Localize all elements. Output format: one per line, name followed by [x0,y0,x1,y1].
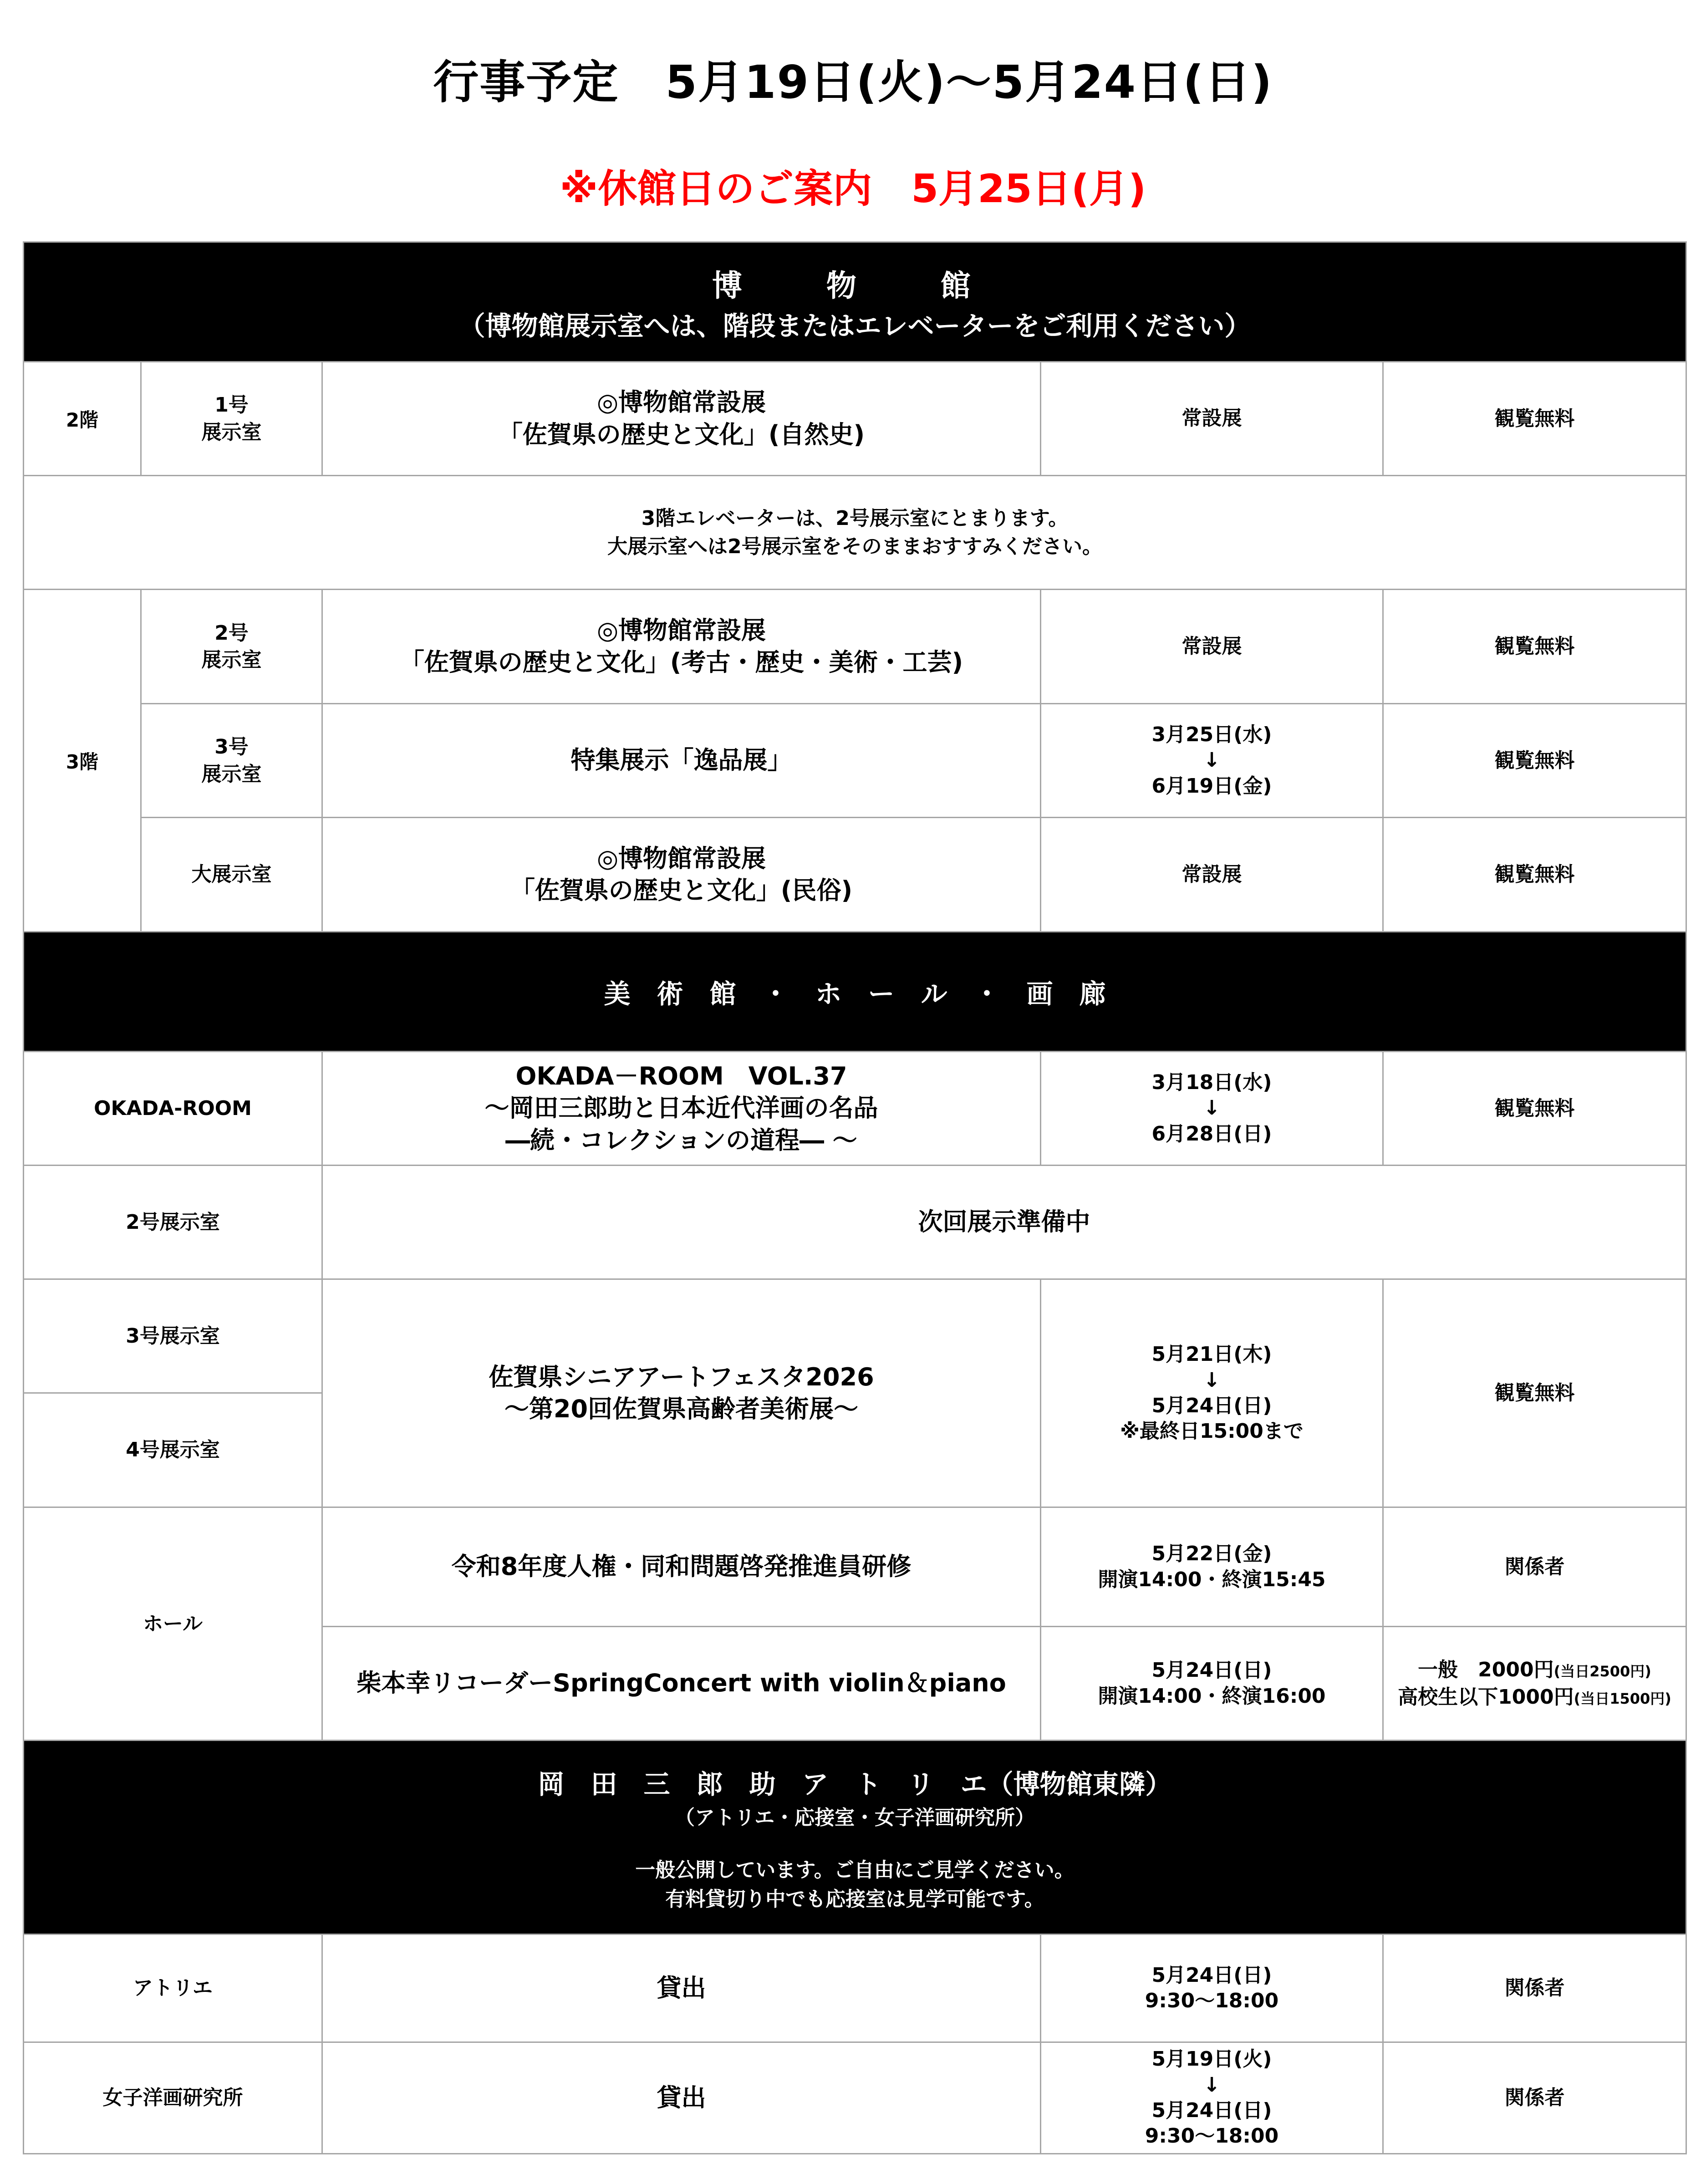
room-label: 2号 展示室 [141,590,322,704]
exhibition-title: 次回展示準備中 [322,1166,1686,1279]
admission-fee: 観覧無料 [1383,590,1686,704]
exhibition-title: 特集展示「逸品展」 [322,704,1041,818]
down-arrow-icon: ↓ [1203,2073,1220,2097]
schedule-table [23,241,1687,2154]
room-label: 女子洋画研究所 [24,2042,322,2154]
admission-fee: 関係者 [1383,2042,1686,2154]
admission-fee: 観覧無料 [1383,818,1686,932]
exhibition-title: 柴本幸リコーダーSpringConcert with violin＆piano [322,1627,1041,1741]
table-row [24,1166,1686,1279]
exhibition-period: 5月22日(金) 開演14:00・終演15:45 [1041,1507,1383,1627]
table-row [24,590,1686,704]
admission-fee: 一般 2000円(当日2500円) 高校生以下1000円(当日1500円) [1383,1627,1686,1741]
down-arrow-icon: ↓ [1203,1096,1220,1120]
exhibition-title: ◎博物館常設展 「佐賀県の歴史と文化」(民俗) [322,818,1041,932]
exhibition-title: 令和8年度人権・同和問題啓発推進員研修 [322,1507,1041,1627]
floor-label: 3階 [24,590,141,932]
admission-fee: 関係者 [1383,1935,1686,2042]
room-label: 3号 展示室 [141,704,322,818]
admission-fee: 関係者 [1383,1507,1686,1627]
room-label: 3号展示室 [24,1279,322,1393]
exhibition-title: 貸出 [322,2042,1041,2154]
elevator-notice: 3階エレベーターは、2号展示室にとまります。 大展示室へは2号展示室をそのままおすすみください。 [24,476,1686,590]
admission-fee: 観覧無料 [1383,362,1686,476]
table-row [24,2042,1686,2154]
admission-fee: 観覧無料 [1383,1279,1686,1507]
exhibition-period: 5月21日(木) ↓ 5月24日(日) ※最終日15:00まで [1041,1279,1383,1507]
art-header-row [24,932,1686,1052]
floor-label: 2階 [24,362,141,476]
down-arrow-icon: ↓ [1203,748,1220,772]
room-label: 1号 展示室 [141,362,322,476]
table-row [24,1935,1686,2042]
atelier-header-row [24,1741,1686,1935]
exhibition-period: 5月19日(火) ↓ 5月24日(日) 9:30～18:00 [1041,2042,1383,2154]
exhibition-title: 貸出 [322,1935,1041,2042]
exhibition-period: 常設展 [1041,818,1383,932]
admission-fee: 観覧無料 [1383,704,1686,818]
museum-header-row [24,242,1686,362]
admission-fee: 観覧無料 [1383,1052,1686,1166]
exhibition-title: 佐賀県シニアアートフェスタ2026 ～第20回佐賀県高齢者美術展～ [322,1279,1041,1507]
down-arrow-icon: ↓ [1203,1368,1220,1392]
closed-day-notice: ※休館日のご案内 5月25日(月) [560,166,1146,212]
exhibition-title: OKADA－ROOM VOL.37 ～岡田三郎助と日本近代洋画の名品 ―続・コレクションの道程― ～ [322,1052,1041,1166]
table-row [24,1279,1686,1393]
table-row [24,1507,1686,1627]
elevator-notice-row [24,476,1686,590]
table-row [24,818,1686,932]
museum-title: 博 物 館 [712,268,998,303]
room-label: アトリエ [24,1935,322,2042]
atelier-header: 岡 田 三 郎 助 ア ト リ エ（博物館東隣） （アトリエ・応接室・女子洋画研究所） 一般公開しています。ご自由にご見学ください。 有料貸切り中でも応接室は見学可能です。 [24,1741,1686,1935]
exhibition-period: 常設展 [1041,362,1383,476]
table-row [24,704,1686,818]
exhibition-title: ◎博物館常設展 「佐賀県の歴史と文化」(自然史) [322,362,1041,476]
room-label: 2号展示室 [24,1166,322,1279]
room-label: 大展示室 [141,818,322,932]
room-label: 4号展示室 [24,1393,322,1507]
table-row [24,1052,1686,1166]
exhibition-title: ◎博物館常設展 「佐賀県の歴史と文化」(考古・歴史・美術・工芸) [322,590,1041,704]
room-label: OKADA-ROOM [24,1052,322,1166]
room-label: ホール [24,1507,322,1741]
exhibition-period: 3月25日(水) ↓ 6月19日(金) [1041,704,1383,818]
exhibition-period: 5月24日(日) 9:30～18:00 [1041,1935,1383,2042]
exhibition-period: 常設展 [1041,590,1383,704]
museum-header [24,242,1686,362]
exhibition-period: 3月18日(水) ↓ 6月28日(日) [1041,1052,1383,1166]
exhibition-period: 5月24日(日) 開演14:00・終演16:00 [1041,1627,1383,1741]
museum-subtitle: （博物館展示室へは、階段またはエレベーターをご利用ください） [458,310,1251,341]
page-title: 行事予定 5月19日(火)～5月24日(日) [433,56,1273,109]
table-row [24,362,1686,476]
art-header: 美 術 館 ・ ホ ー ル ・ 画 廊 [24,932,1686,1052]
